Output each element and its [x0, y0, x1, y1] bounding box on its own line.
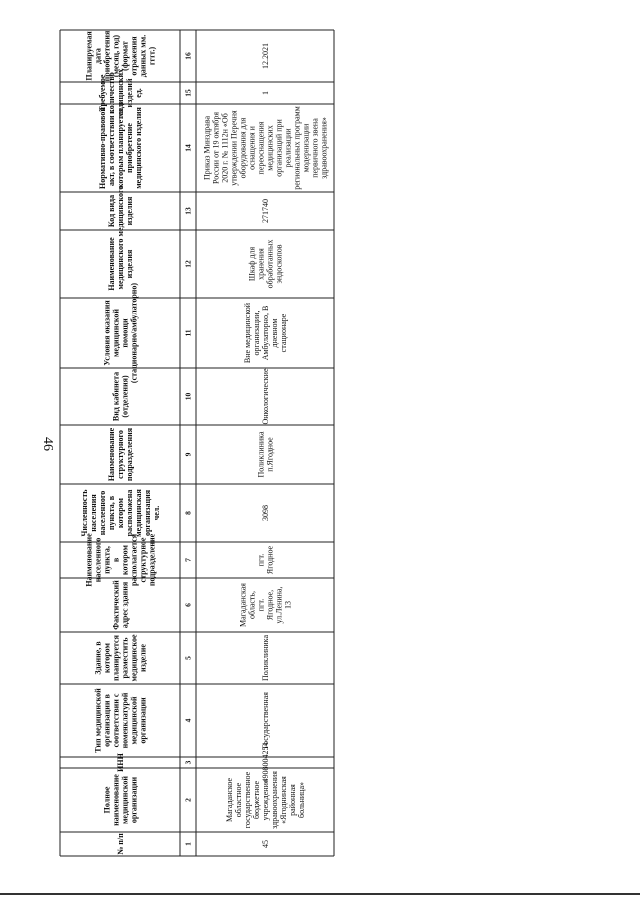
column-number: 15	[183, 89, 193, 97]
column-number: 11	[183, 329, 193, 337]
column-header: Здание, вкоторомпланируетсяразместитьмедицинскоеизделие	[93, 634, 148, 682]
column-number: 10	[183, 392, 193, 401]
cell-value: пгт.Ягодное	[256, 545, 275, 575]
page-number: 46	[40, 437, 55, 451]
column-header: № п/п	[115, 833, 125, 855]
column-number: 1	[183, 842, 193, 846]
column-header: Вид кабинета(отделения)	[111, 371, 130, 422]
column-header: Код видамедицинскогоизделия	[106, 185, 134, 237]
column-header: Требуемоеколичествомедицинскихизделийед.	[97, 68, 143, 118]
cell-value: Шкаф дляхраненияобработанныхэндоскопов	[247, 239, 284, 289]
column-number: 12	[183, 260, 193, 268]
table-text	[80, 30, 328, 855]
column-number: 5	[183, 656, 193, 660]
cell-value: 3098	[260, 505, 270, 521]
footer-rule	[0, 893, 640, 895]
column-header: Полноенаименованиемедицинскойорганизации	[102, 774, 139, 826]
column-header: Фактическийадрес здания	[111, 580, 130, 630]
column-header: Тип медицинскойорганизации всоответствии сноменклатуроймедицинскойорганизации	[93, 688, 148, 753]
cell-value: 271740	[260, 199, 270, 223]
cell-value: 12.2021	[260, 43, 270, 69]
column-number: 14	[183, 144, 193, 152]
column-header: ИНН	[115, 753, 125, 772]
cell-value: Онкологические	[260, 368, 270, 425]
cell-value: Вне медицинскойорганизации,Амбулаторно, Вдневномстационаре	[242, 302, 288, 364]
column-header: Планируемаядатаприобретения(месяц, год)(форматотраженияданных мм.гггг.)	[84, 30, 157, 82]
column-number: 4	[183, 718, 193, 723]
column-header: Наименованиеструктурногоподразделения	[106, 427, 134, 482]
column-number: 16	[183, 52, 193, 60]
column-number: 8	[183, 511, 193, 515]
column-header: Нормативно-правовойакт, в соответствии скоторым планируетсяприобретениемедицинского изделия	[97, 107, 143, 189]
column-number: 7	[183, 558, 193, 562]
column-number: 2	[183, 798, 193, 802]
cell-value: Приказ МинздраваРоссии от 19 октября2020 г. № 1112н «Обутверждении Перечняоборудования дляоснащения ипереоснащениямедицинскихорганизаций приреализациирегиональных программмодернизациипервичного звеназдравоохранения»	[202, 106, 329, 190]
column-header: Наименованиенаселенногопункта,вкоторомрасполагаетсяструктурноеподразделение	[84, 533, 157, 587]
cell-value: Поликлиника	[260, 635, 270, 681]
cell-value: 4908004254	[260, 742, 270, 783]
column-number: 13	[183, 207, 193, 215]
column-header: Условия оказаниямедицинскойпомощи(стационарно/амбулаторно)	[102, 282, 139, 384]
column-number: 6	[183, 603, 193, 607]
cell-value: Магаданскаяобласть,пгт.Ягодное,ул.Ленина,13	[238, 583, 293, 627]
column-number: 9	[183, 452, 193, 457]
cell-value: 1	[260, 91, 270, 95]
column-header: Численностьнаселениянаселенногопункта, вкоторомрасположенамедицинскаяорганизациячел.	[79, 489, 161, 537]
cell-value: Поликлиникап.Ягодное	[256, 431, 275, 478]
column-number: 3	[183, 760, 193, 765]
cell-value: 45	[260, 840, 270, 848]
column-header: Наименованиемедицинскогоизделия	[106, 237, 134, 291]
cell-value: Государственная	[260, 692, 270, 749]
cell-value: Магаданскоеобластноегосударственноебюджетноеучреждениездравоохранения«Ягоднинскаярайоннаябольница»	[224, 771, 306, 829]
